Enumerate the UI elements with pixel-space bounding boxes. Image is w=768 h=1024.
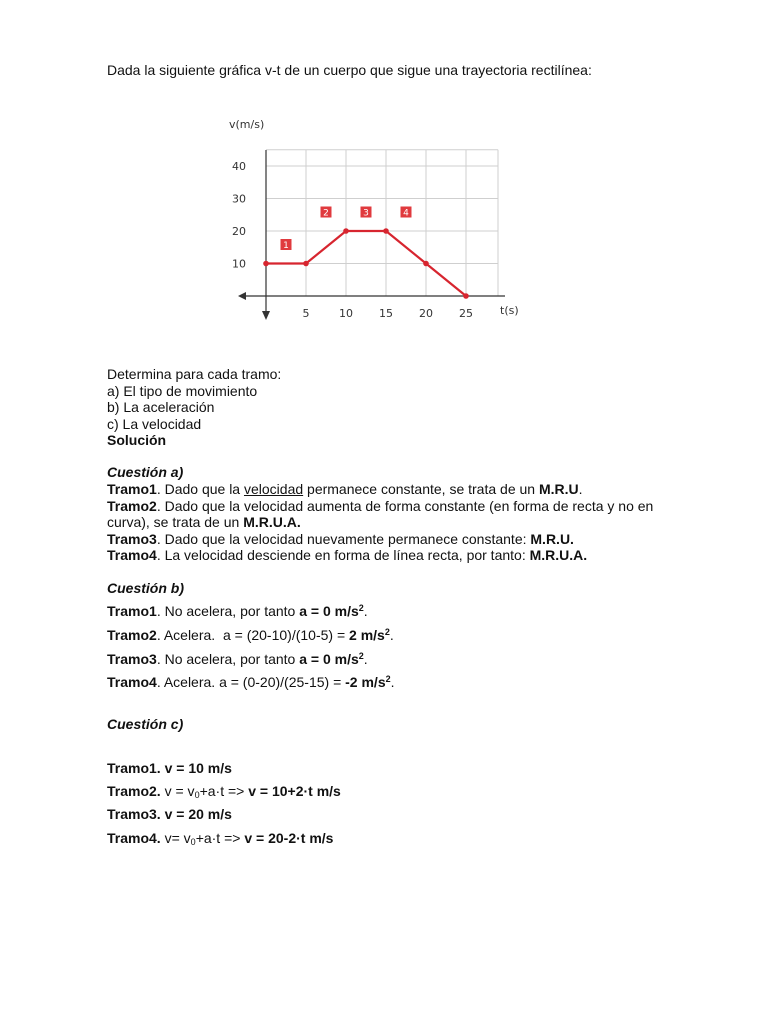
qb-tramo3: Tramo3. No acelera, por tanto a = 0 $m/s^2$. <box>107 651 368 667</box>
data-point <box>263 261 269 267</box>
question-c-heading: Cuestión c) <box>107 716 184 732</box>
x-tick-label: 10 <box>339 307 353 320</box>
y-tick-label: 30 <box>232 192 246 206</box>
vt-chart <box>0 0 768 340</box>
x-tick-label: 20 <box>419 307 433 320</box>
segment-label: 3 <box>363 208 369 219</box>
qc-tramo1: Tramo1. v = 10 m/s <box>107 760 232 776</box>
qa-tramo2-cont: curva), se trata de un M.R.U.A. <box>107 514 301 531</box>
y-axis-label: v(m/s) <box>229 118 265 131</box>
x-tick-label: 15 <box>379 307 393 320</box>
chart-grid <box>266 150 498 296</box>
data-point <box>423 261 429 267</box>
qc-tramo3: Tramo3. v = 20 m/s <box>107 806 232 822</box>
y-axis-arrow-down <box>262 311 270 320</box>
task-item-c: c) La velocidad <box>107 415 202 432</box>
qc-tramo2: Tramo2. $v = v_0+a\cdot t => v = 10+2\cdot t$ m/s <box>107 783 341 800</box>
qb-tramo2: Tramo2. Acelera. a = (20-10)/(10-5) = 2 $m/s^2$. <box>107 627 394 643</box>
qa-tramo2: Tramo2. Dado que la velocidad aumenta de forma constante (en forma de recta y no en <box>107 497 654 514</box>
velocidad-link[interactable]: velocidad <box>243 481 304 497</box>
solution-heading: Solución <box>107 432 167 449</box>
x-tick-label: 25 <box>459 307 473 320</box>
y-tick-label: 20 <box>232 225 246 238</box>
qb-tramo4: Tramo4. Acelera. a = (0-20)/(25-15) = -2 $m/s^2$. <box>107 674 395 690</box>
question-b-heading: Cuestión b) <box>107 580 184 596</box>
task-item-a: a) El tipo de movimiento <box>107 382 258 399</box>
qa-tramo3: Tramo3. Dado que la velocidad nuevamente permanece constante: M.R.U. <box>107 530 574 547</box>
y-tick-label: 40 <box>232 160 246 173</box>
task-item-b: b) La aceleración <box>107 399 215 416</box>
x-axis-label: t(s) <box>500 304 519 317</box>
segment-label: 2 <box>323 208 329 219</box>
qa-tramo1: Tramo1. Dado que la velocidad permanece constante, se trata de un M.R.U. <box>107 481 583 497</box>
data-point <box>383 228 389 234</box>
question-a-block <box>107 464 707 564</box>
data-point <box>343 228 349 234</box>
segment-label: 4 <box>403 208 409 219</box>
task-block <box>107 366 281 449</box>
segment-label: 1 <box>283 241 289 251</box>
x-tick-label: 5 <box>302 307 310 320</box>
question-a-heading: Cuestión a) <box>107 464 184 480</box>
data-point <box>303 261 309 267</box>
task-lead: Determina para cada tramo: <box>107 366 282 382</box>
intro-text: Dada la siguiente gráfica v-t de un cuerpo que sigue una trayectoria rectilínea: <box>107 62 592 78</box>
qc-tramo4: Tramo4. $v= v_0+a\cdot t => v = 20-2\cdot t$ m/s <box>107 830 334 847</box>
y-tick-label: 10 <box>232 257 246 271</box>
qb-tramo1: Tramo1. No acelera, por tanto a = 0 $m/s^2$. <box>107 603 368 619</box>
data-point <box>463 293 469 299</box>
qa-tramo4: Tramo4. La velocidad desciende en forma de línea recta, por tanto: M.R.U.A. <box>107 547 588 564</box>
x-axis-arrow-left <box>238 292 246 300</box>
